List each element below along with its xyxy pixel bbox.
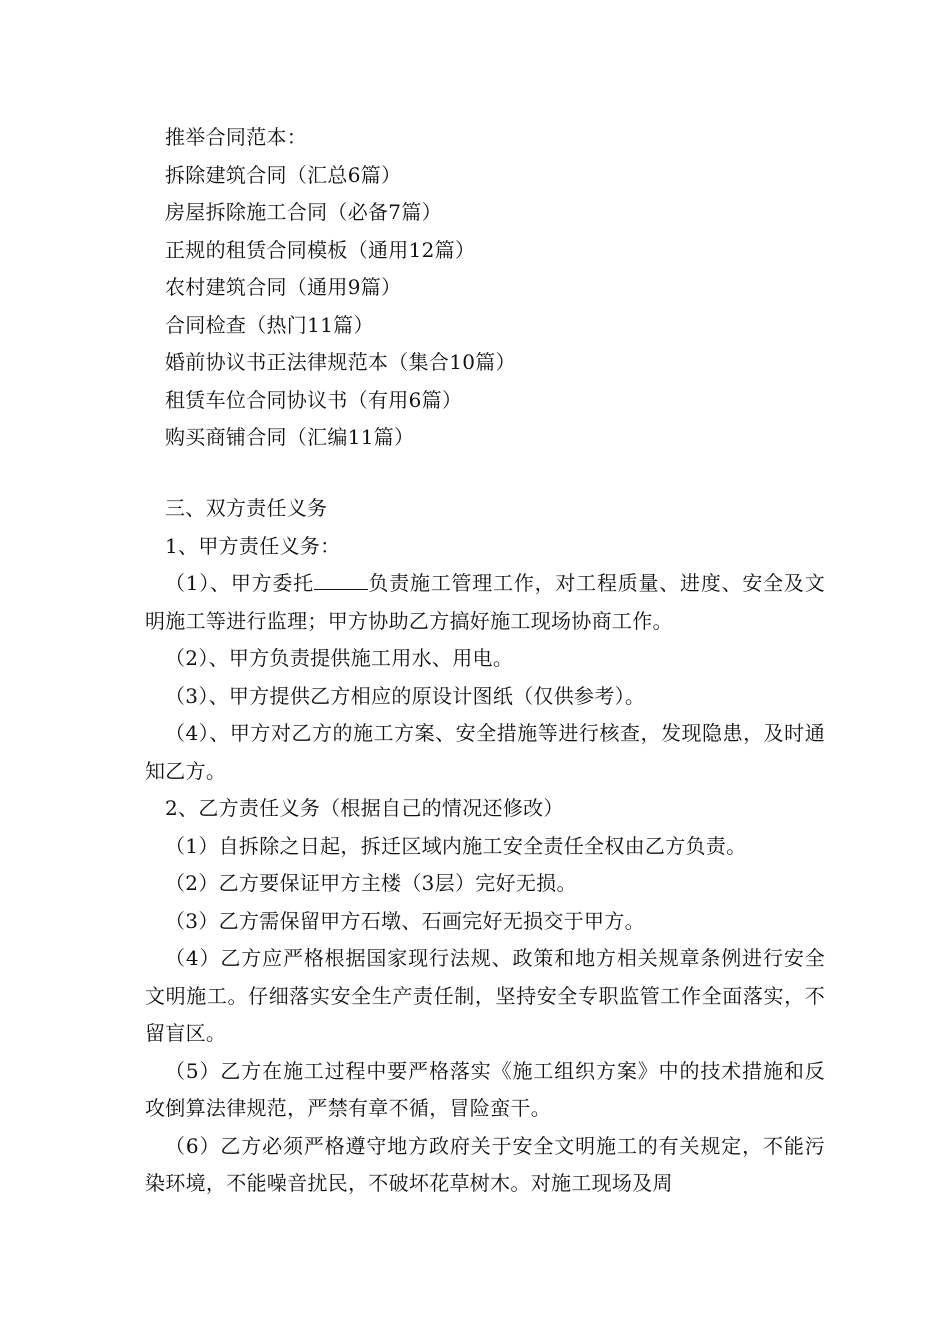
party-b-heading: 2、乙方责任义务（根据自己的情况还修改）: [165, 796, 564, 820]
party-a-item-1: [145, 565, 825, 640]
recommended-templates-list: [145, 119, 825, 457]
party-a-item-2: （2）、甲方负责提供施工用水、用电。: [165, 646, 514, 670]
recommended-item-7[interactable]: 租赁车位合同协议书（有用6篇）: [165, 387, 463, 412]
recommended-heading: 推举合同范本：: [165, 125, 308, 149]
recommended-item-8[interactable]: 购买商铺合同（汇编11篇）: [165, 425, 415, 449]
party-a-heading: 1、甲方责任义务：: [165, 533, 341, 558]
recommended-item-4[interactable]: 农村建筑合同（通用9篇）: [165, 275, 402, 299]
section-title: 三、双方责任义务: [165, 496, 328, 520]
party-a-item-1-before: （1）、甲方委托: [165, 571, 314, 595]
responsibilities-section: [145, 490, 825, 1203]
party-a-item-1-after: 负责施工管理工作，对工程质量、进度、安全及文明施工等进行监理；甲方协助乙方搞好施工现场协商工作。: [145, 571, 825, 633]
party-b-item-1: （1）自拆除之日起，拆迁区域内施工安全责任全权由乙方负责。: [165, 833, 747, 858]
party-b-item-3: （3）乙方需保留甲方石墩、石画完好无损交于甲方。: [165, 908, 645, 933]
party-b-item-4: （4）乙方应严格根据国家现行法规、政策和地方相关规章条例进行安全文明施工。仔细落实安全生产责任制，坚持安全专职监管工作全面落实，不留盲区。: [145, 946, 825, 1045]
recommended-item-1[interactable]: 拆除建筑合同（汇总6篇）: [165, 162, 402, 187]
recommended-item-3[interactable]: 正规的租赁合同模板（通用12篇）: [165, 237, 476, 262]
party-a-item-4: （4）、甲方对乙方的施工方案、安全措施等进行核查，发现隐患，及时通知乙方。: [145, 721, 825, 783]
party-b-item-5: （5）乙方在施工过程中要严格落实《施工组织方案》中的技术措施和反攻倒算法律规范，严禁有章不循，冒险蛮干。: [145, 1058, 825, 1120]
recommended-item-6[interactable]: 婚前协议书正法律规范本（集合10篇）: [165, 350, 516, 374]
recommended-item-2[interactable]: 房屋拆除施工合同（必备7篇）: [165, 200, 442, 224]
party-b-item-6: （6）乙方必须严格遵守地方政府关于安全文明施工的有关规定，不能污染环境，不能噪音扰民，不破坏花草树木。对施工现场及周: [145, 1133, 825, 1195]
recommended-item-5[interactable]: 合同检查（热门11篇）: [165, 312, 374, 337]
party-a-item-3: （3）、甲方提供乙方相应的原设计图纸（仅供参考）。: [165, 683, 646, 708]
blank-underline: [314, 571, 368, 590]
party-b-item-2: （2）乙方要保证甲方主楼（3层）完好无损。: [165, 871, 577, 895]
